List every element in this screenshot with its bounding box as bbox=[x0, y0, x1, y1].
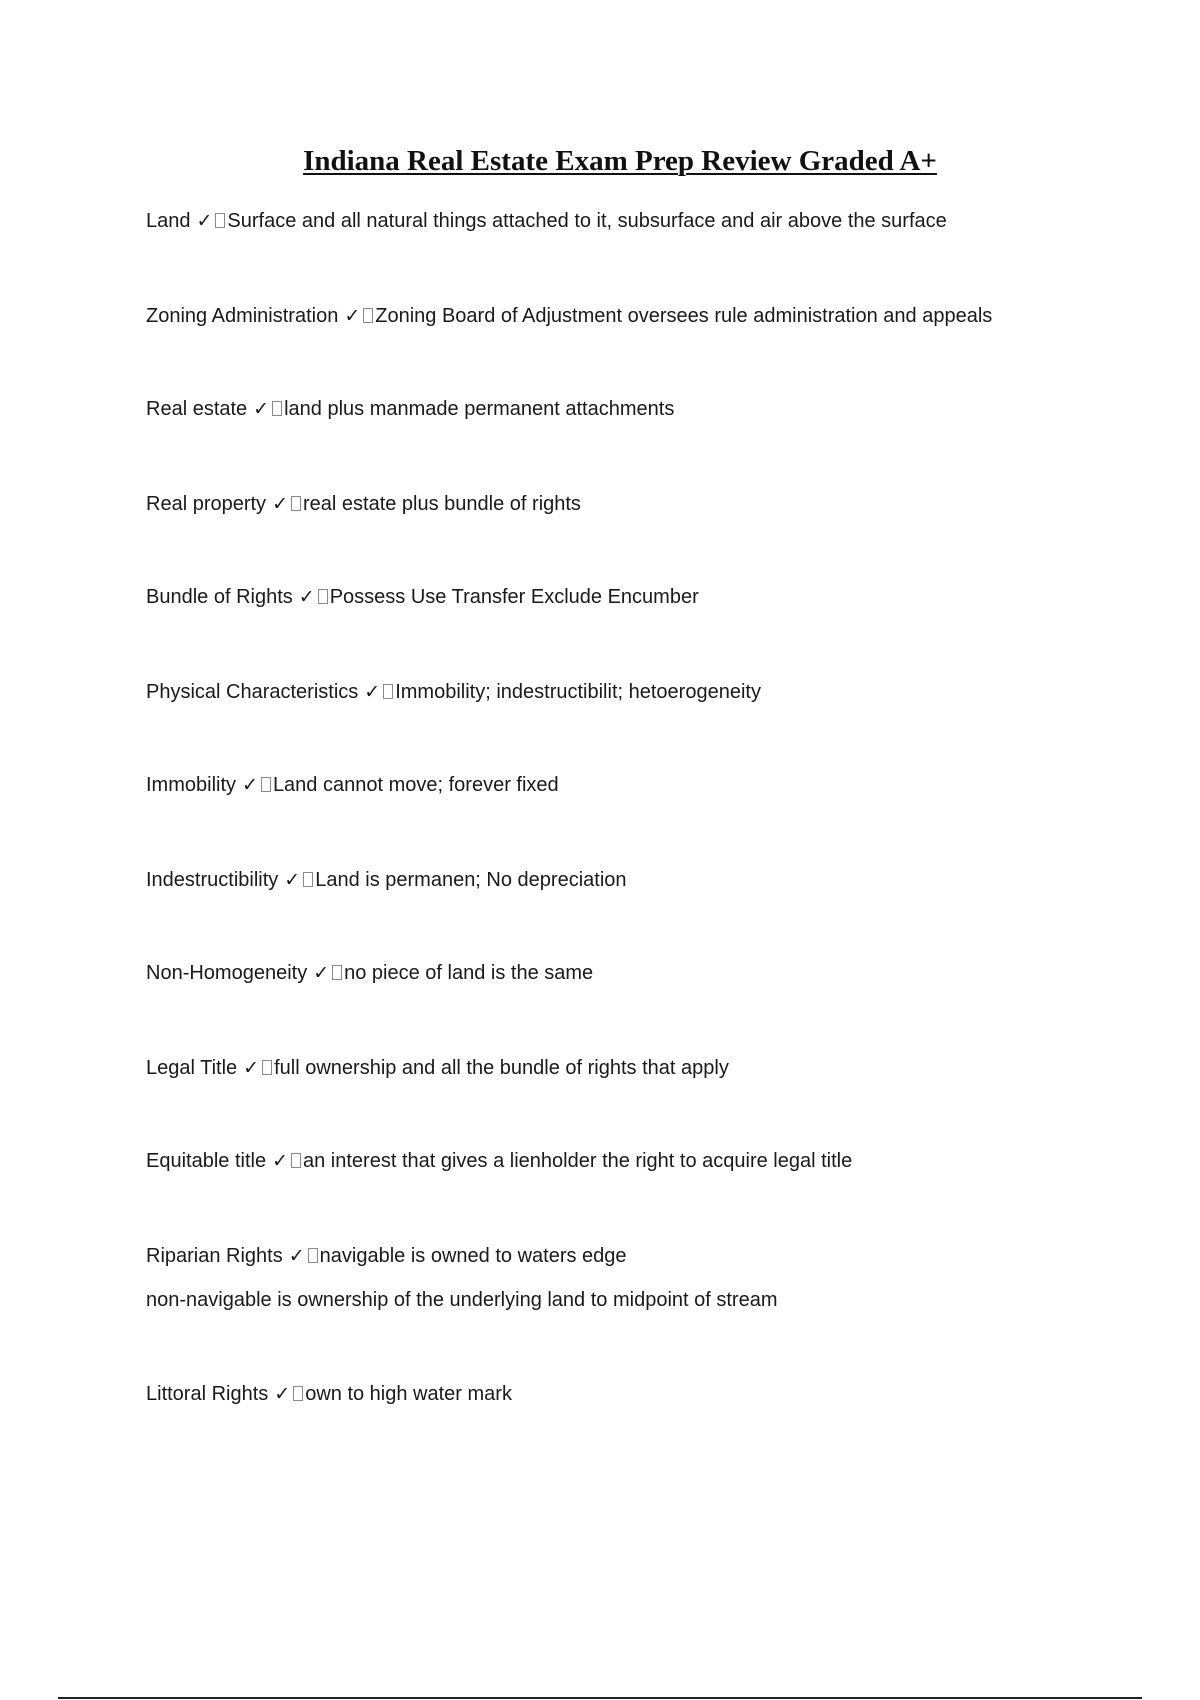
checkmark-icon: ✓ bbox=[253, 398, 270, 420]
entry-term: Physical Characteristics bbox=[146, 681, 359, 703]
entry-definition: an interest that gives a lienholder the right to acquire legal title bbox=[303, 1150, 853, 1172]
entry-term: Littoral Rights bbox=[146, 1383, 269, 1405]
checkmark-icon: ✓ bbox=[274, 1383, 291, 1405]
checkmark-icon: ✓ bbox=[272, 493, 288, 515]
checkmark-icon: ✓ bbox=[313, 962, 330, 984]
qa-entry-riparian-rights bbox=[146, 1243, 1146, 1269]
entry-term: Real property bbox=[146, 493, 267, 515]
qa-entry-legal-title bbox=[146, 1055, 1146, 1081]
entry-definition: Land cannot move; forever fixed bbox=[272, 774, 559, 796]
checkmark-icon: ✓ bbox=[288, 1245, 305, 1267]
footer-divider bbox=[58, 1697, 1142, 1699]
checkmark-icon: ✓ bbox=[364, 681, 381, 703]
entry-definition: no piece of land is the same bbox=[344, 962, 594, 984]
entry-term: Real estate bbox=[146, 398, 248, 420]
entry-definition: Zoning Board of Adjustment oversees rule administration and appeals bbox=[375, 305, 993, 327]
qa-entry-immobility bbox=[146, 772, 1146, 798]
qa-entry-bundle-of-rights bbox=[146, 584, 1146, 610]
checkmark-icon: ✓ bbox=[242, 774, 258, 796]
entry-term: Legal Title bbox=[146, 1057, 238, 1079]
missing-glyph-box-icon bbox=[308, 1248, 318, 1263]
checkmark-icon: ✓ bbox=[243, 1057, 260, 1079]
entry-term: Indestructibility bbox=[146, 869, 279, 891]
missing-glyph-box-icon bbox=[383, 684, 393, 699]
qa-entry-real-property bbox=[146, 491, 1146, 517]
qa-entry-real-estate bbox=[146, 396, 1146, 422]
missing-glyph-box-icon bbox=[262, 1060, 272, 1075]
entry-definition: land plus manmade permanent attachments bbox=[284, 398, 675, 420]
missing-glyph-box-icon bbox=[291, 496, 301, 511]
qa-entry-physical-characteristics bbox=[146, 679, 1146, 705]
qa-entry-land bbox=[146, 208, 1146, 234]
document-title: Indiana Real Estate Exam Prep Review Graded A+ bbox=[303, 145, 937, 177]
checkmark-icon: ✓ bbox=[284, 869, 301, 891]
entry-term: Land bbox=[146, 210, 191, 232]
entry-term: Riparian Rights bbox=[146, 1245, 283, 1267]
entry-definition: Possess Use Transfer Exclude Encumber bbox=[329, 586, 699, 608]
entry-definition: Immobility; indestructibilit; hetoerogeneity bbox=[395, 681, 761, 703]
missing-glyph-box-icon bbox=[318, 589, 328, 604]
entry-term: Zoning Administration bbox=[146, 305, 339, 327]
missing-glyph-box-icon bbox=[291, 1153, 301, 1168]
qa-entry-littoral-rights bbox=[146, 1381, 1146, 1407]
checkmark-icon: ✓ bbox=[196, 210, 213, 232]
missing-glyph-box-icon bbox=[215, 213, 225, 228]
missing-glyph-box-icon bbox=[293, 1386, 303, 1401]
checkmark-icon: ✓ bbox=[344, 305, 361, 327]
checkmark-icon: ✓ bbox=[298, 586, 315, 608]
entry-term: Immobility bbox=[146, 774, 237, 796]
entry-term: Bundle of Rights bbox=[146, 586, 293, 608]
qa-entry-zoning-administration bbox=[146, 303, 1146, 329]
entry-definition-continuation: non-navigable is ownership of the underlying land to midpoint of stream bbox=[146, 1289, 778, 1311]
qa-entry-non-homogeneity bbox=[146, 960, 1146, 986]
entry-definition: full ownership and all the bundle of rights that apply bbox=[274, 1057, 729, 1079]
entry-definition: real estate plus bundle of rights bbox=[302, 493, 581, 515]
missing-glyph-box-icon bbox=[272, 401, 282, 416]
entry-term: Equitable title bbox=[146, 1150, 267, 1172]
entry-definition: Land is permanen; No depreciation bbox=[315, 869, 627, 891]
missing-glyph-box-icon bbox=[261, 777, 271, 792]
missing-glyph-box-icon bbox=[363, 308, 373, 323]
qa-entry-equitable-title bbox=[146, 1148, 1146, 1174]
entry-definition: Surface and all natural things attached to it, subsurface and air above the surface bbox=[227, 210, 947, 232]
qa-entry-riparian-rights-continuation bbox=[146, 1287, 1146, 1313]
entry-definition: own to high water mark bbox=[305, 1383, 512, 1405]
entry-definition: navigable is owned to waters edge bbox=[319, 1245, 627, 1267]
entry-term: Non-Homogeneity bbox=[146, 962, 308, 984]
missing-glyph-box-icon bbox=[303, 872, 313, 887]
checkmark-icon: ✓ bbox=[272, 1150, 288, 1172]
missing-glyph-box-icon bbox=[332, 965, 342, 980]
qa-entry-indestructibility bbox=[146, 867, 1146, 893]
